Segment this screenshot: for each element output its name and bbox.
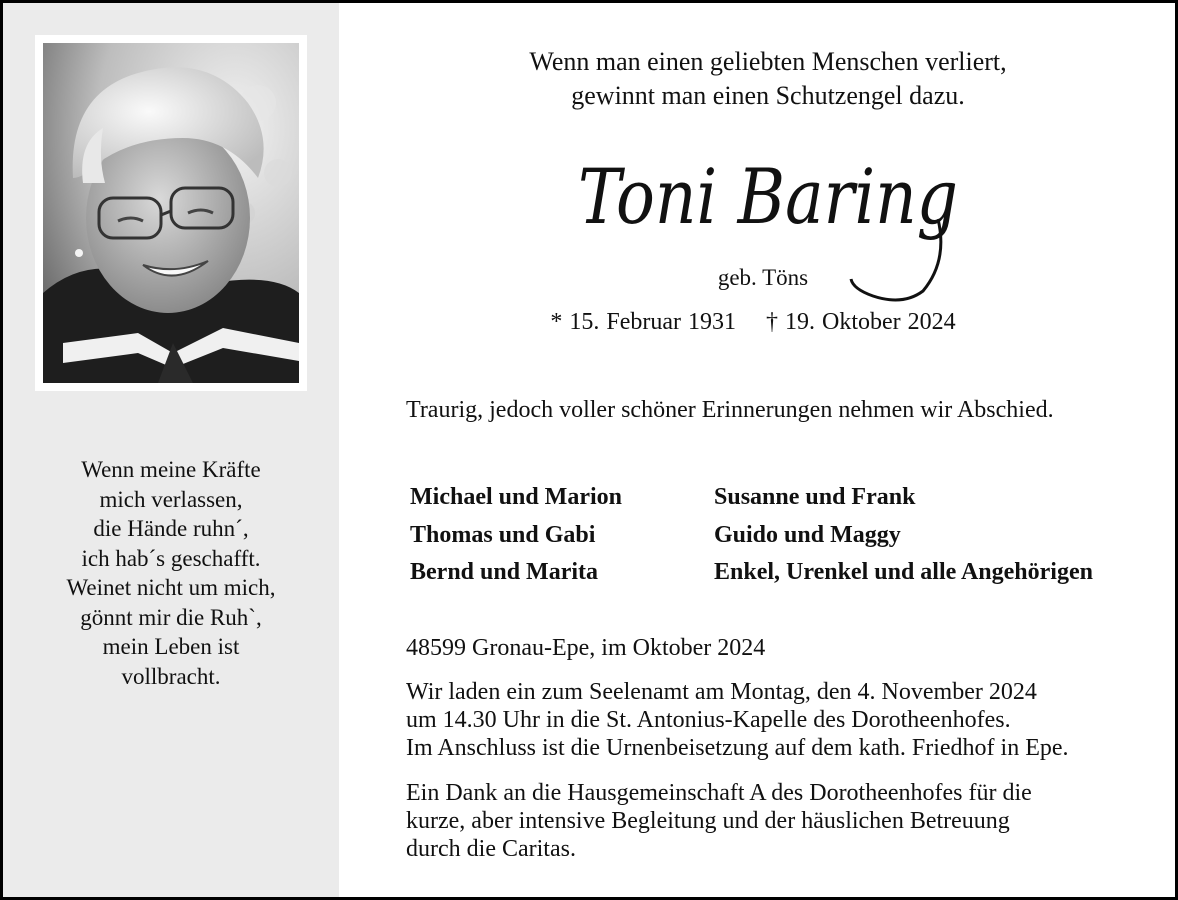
service-line: Im Anschluss ist die Urnenbeisetzung auf dem kath. Friedhof in Epe. xyxy=(406,735,1069,761)
birth-date: * 15. Februar 1931 xyxy=(550,309,736,335)
farewell-intro: Traurig, jedoch voller schöner Erinnerungen nehmen wir Abschied. xyxy=(406,397,1054,423)
mourners-column-2 xyxy=(714,479,1093,592)
death-date: † 19. Oktober 2024 xyxy=(765,309,956,335)
poem-line: Wenn meine Kräfte xyxy=(81,457,261,482)
portrait-frame xyxy=(35,35,307,391)
mourner-entry: Michael und Marion xyxy=(410,484,623,510)
poem-line: mich verlassen, xyxy=(99,486,243,512)
left-poem xyxy=(21,455,321,691)
place-date: 48599 Gronau-Epe, im Oktober 2024 xyxy=(406,635,766,661)
service-line: um 14.30 Uhr in die St. Antonius-Kapelle des Dorotheenhofes. xyxy=(406,707,1011,733)
mourners-column-1 xyxy=(410,479,622,592)
mourner-entry: Susanne und Frank xyxy=(714,484,916,510)
service-announcement xyxy=(406,678,1069,762)
poem-line: ich hab´s geschafft. xyxy=(81,545,261,571)
birth-name: geb. Töns xyxy=(717,265,809,290)
mourner-entry: Thomas und Gabi xyxy=(410,521,596,548)
mourner-entry: Guido und Maggy xyxy=(714,521,901,548)
poem-line: mein Leben ist xyxy=(102,634,240,659)
thanks-note xyxy=(406,779,1032,863)
poem-line: die Hände ruhn´, xyxy=(93,516,249,541)
thanks-line: kurze, aber intensive Begleitung und der häuslichen Betreuung xyxy=(406,808,1010,834)
deceased-name-text: Toni Baring xyxy=(578,152,958,241)
mourner-entry: Enkel, Urenkel und alle Angehörigen xyxy=(714,559,1093,585)
thanks-line: durch die Caritas. xyxy=(406,836,576,862)
poem-line: vollbracht. xyxy=(121,663,221,689)
service-line: Wir laden ein zum Seelenamt am Montag, den 4. November 2024 xyxy=(406,679,1037,705)
quote-line: Wenn man einen geliebten Menschen verliert, xyxy=(529,47,1007,76)
thanks-line: Ein Dank an die Hausgemeinschaft A des Dorotheenhofes für die xyxy=(406,780,1032,806)
opening-quote xyxy=(403,45,1133,113)
left-panel xyxy=(3,3,339,897)
poem-line: gönnt mir die Ruh`, xyxy=(80,604,262,630)
quote-line: gewinnt man einen Schutzengel dazu. xyxy=(571,81,965,110)
mourner-entry: Bernd und Marita xyxy=(410,559,599,585)
poem-line: Weinet nicht um mich, xyxy=(66,575,276,600)
life-dates xyxy=(403,309,1103,336)
portrait-photo xyxy=(43,43,299,383)
